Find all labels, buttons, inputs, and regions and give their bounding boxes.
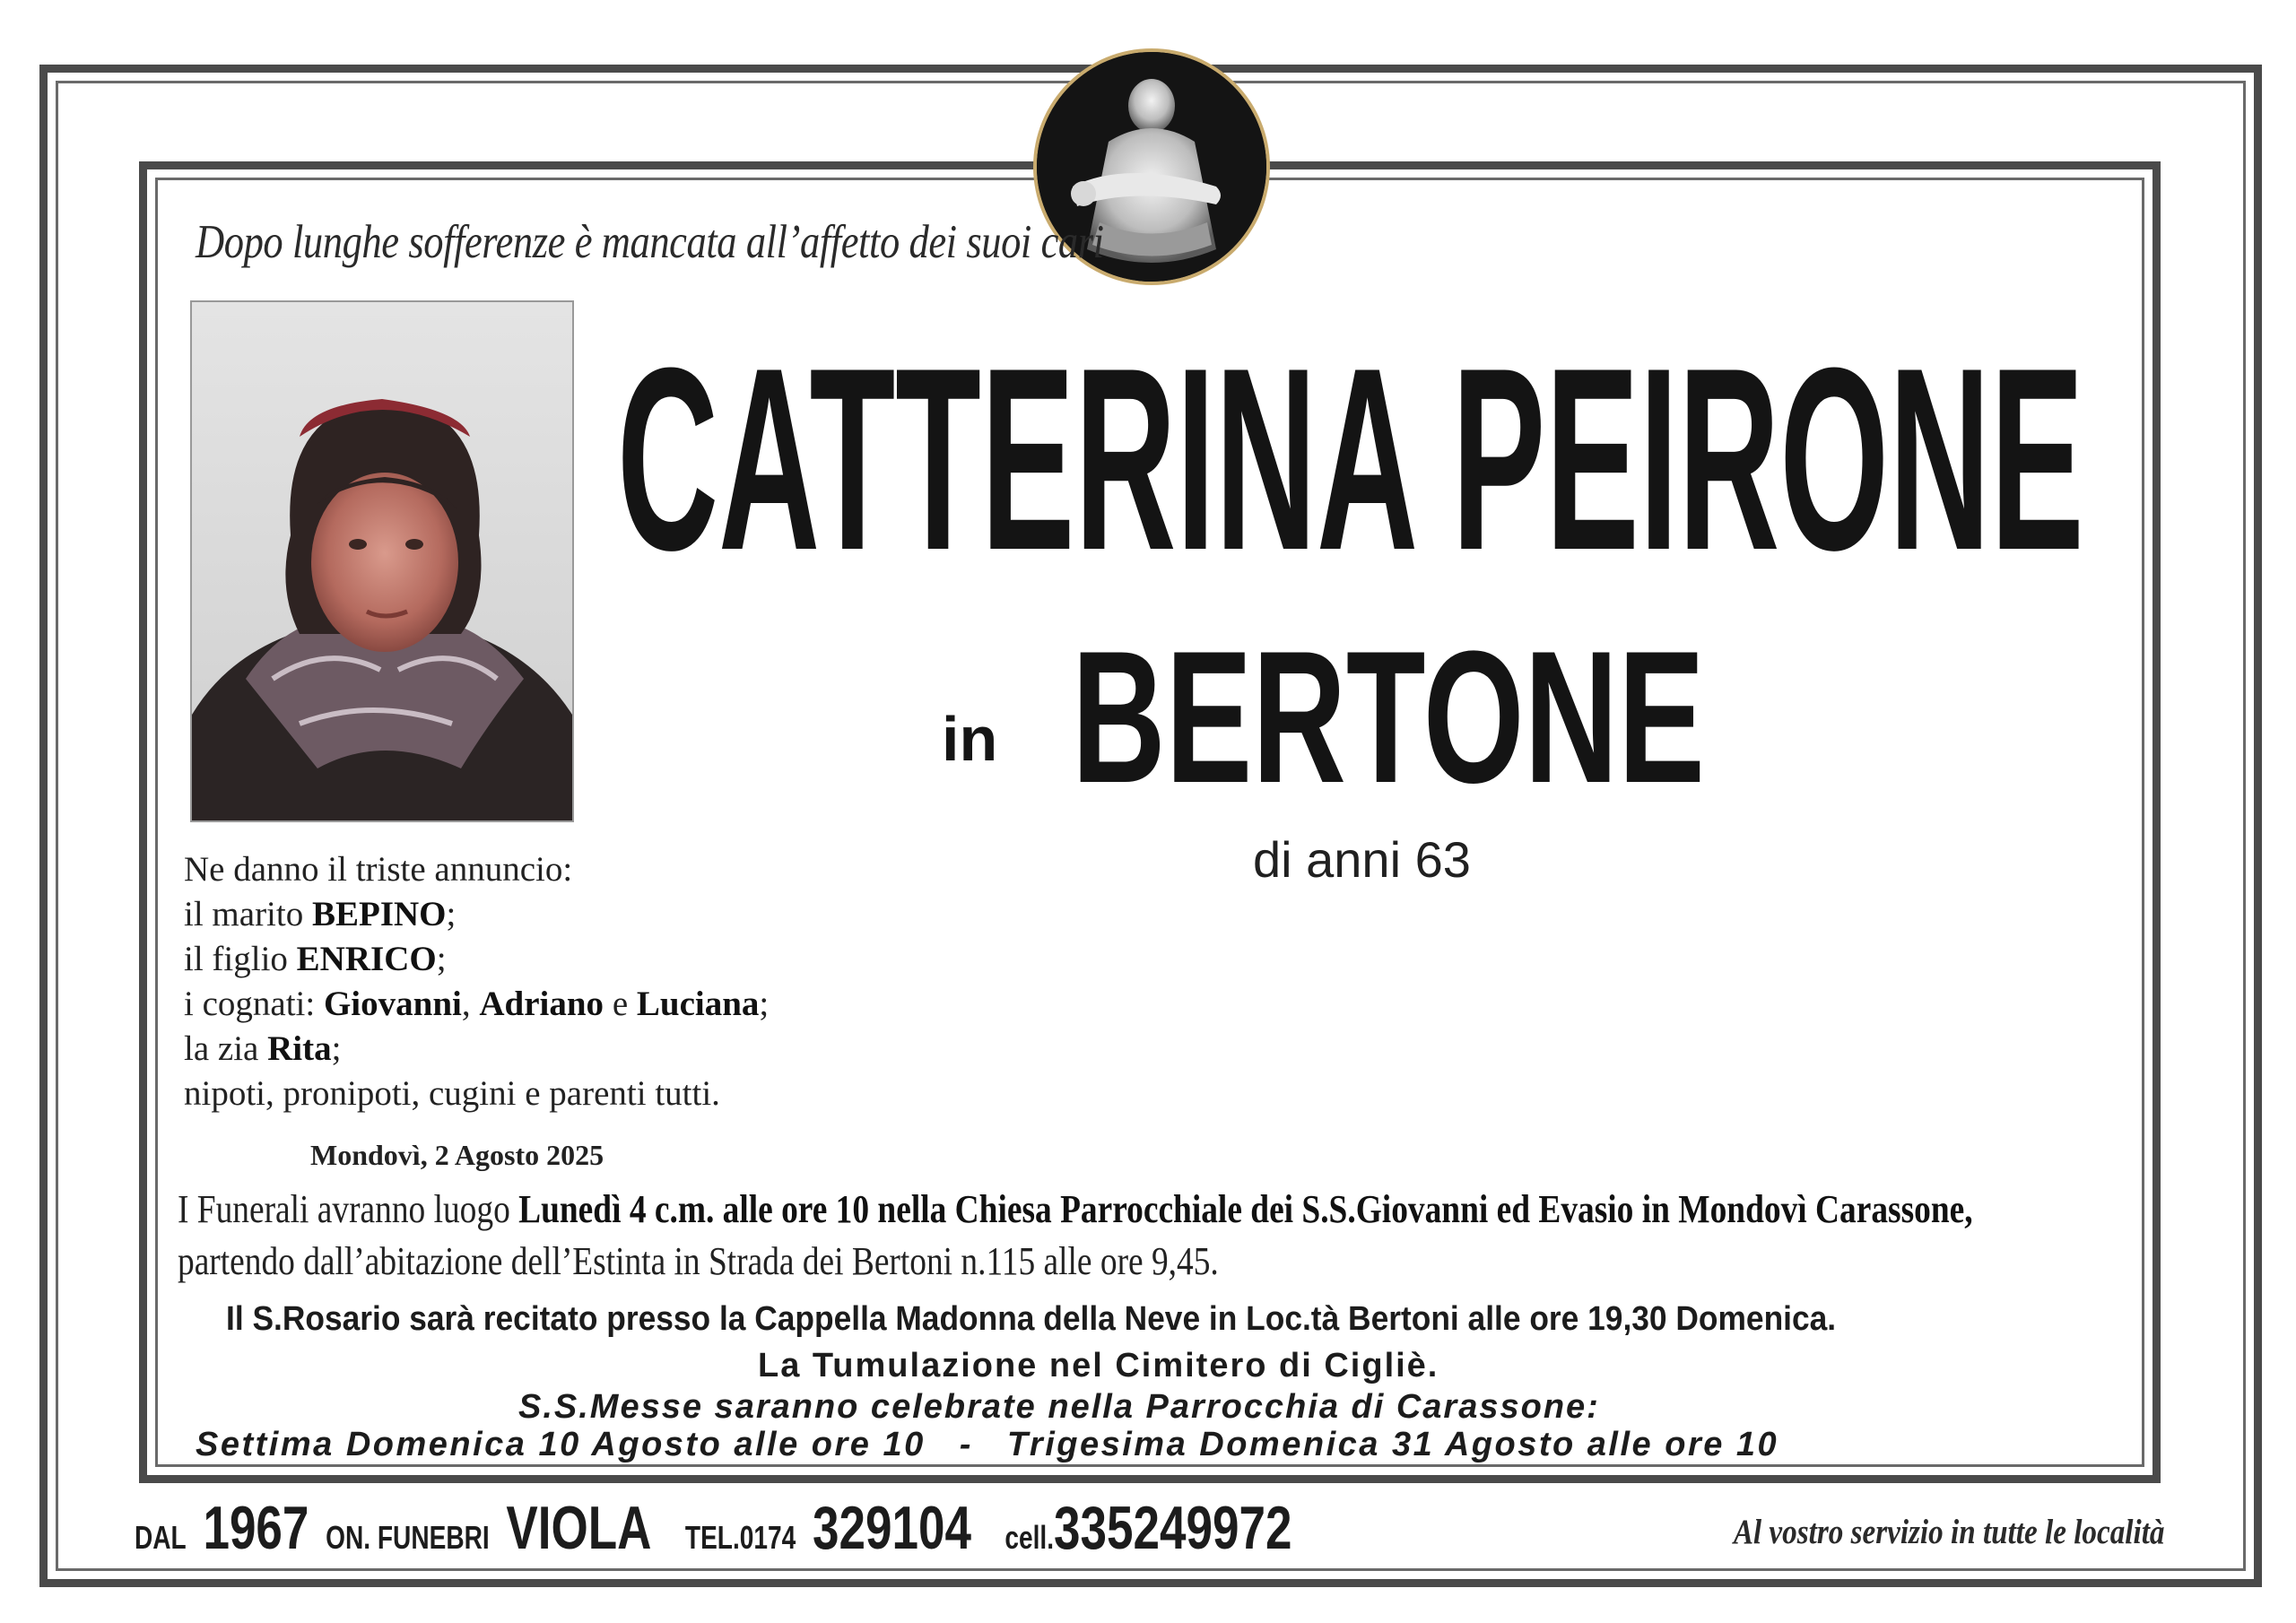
maiden-name-connector: in: [942, 704, 998, 774]
place-date: Mondovì, 2 Agosto 2025: [310, 1139, 604, 1171]
footer-cell-prefix: cell.: [1004, 1519, 1055, 1556]
announcement-aunt: la zia Rita;: [184, 1029, 342, 1068]
announcement-inlaws: i cognati: Giovanni, Adriano e Luciana;: [184, 985, 770, 1023]
funeral-line-1: I Funerali avranno luogo Lunedì 4 c.m. alle ore 10 nella Chiesa Parrocchiale dei S.S.Giovanni ed Evasio in Mondovì Carassone,: [178, 1187, 1973, 1231]
masses-dates: [196, 1426, 1779, 1464]
footer-tel-prefix: TEL.0174: [684, 1519, 796, 1556]
deceased-age: di anni 63: [1253, 831, 1471, 888]
footer-onoranze: ON. FUNEBRI: [326, 1519, 490, 1556]
footer-dal: DAL: [135, 1519, 187, 1556]
funeral-info: [178, 1184, 1973, 1288]
masses-separator: -: [959, 1426, 973, 1463]
announcement-others: nipoti, pronipoti, cugini e parenti tutti.: [184, 1074, 720, 1113]
married-surname: BERTONE: [1072, 612, 1705, 822]
intro-text: Dopo lunghe sofferenze è mancata all’affetto dei suoi cari: [196, 216, 1104, 268]
rosary-info: Il S.Rosario sarà recitato presso la Cappella Madonna della Neve in Loc.tà Bertoni alle ore 19,30 Domenica.: [226, 1300, 1837, 1338]
funeral-line-2: partendo dall’abitazione dell’Estinta in Strada dei Bertoni n.115 alle ore 9,45.: [178, 1239, 1219, 1283]
masses-info: S.S.Messe saranno celebrate nella Parrocchia di Carassone:: [518, 1388, 1600, 1426]
announcement-intro: Ne danno il triste annuncio:: [184, 850, 573, 889]
announcement-son: il figlio ENRICO;: [184, 940, 447, 978]
announcement-husband: il marito BEPINO;: [184, 895, 457, 933]
footer-tagline: Al vostro servizio in tutte le località: [1733, 1513, 2164, 1551]
settima-date: Settima Domenica 10 Agosto alle ore 10: [196, 1426, 926, 1463]
footer-year: 1967: [203, 1494, 309, 1562]
footer-company: VIOLA: [506, 1494, 652, 1562]
footer-tel-number: 329104: [812, 1494, 971, 1562]
trigesima-date: Trigesima Domenica 31 Agosto alle ore 10: [1006, 1426, 1779, 1463]
funeral-home-footer: [135, 1493, 1292, 1563]
burial-info: La Tumulazione nel Cimitero di Cigliè.: [758, 1347, 1439, 1384]
deceased-name: CATTERINA PEIRONE: [617, 314, 2084, 604]
family-announcement: [184, 847, 769, 1116]
footer-cell-number: 335249972: [1054, 1494, 1292, 1562]
deceased-photo: [190, 300, 574, 822]
portrait-image: [192, 302, 572, 820]
